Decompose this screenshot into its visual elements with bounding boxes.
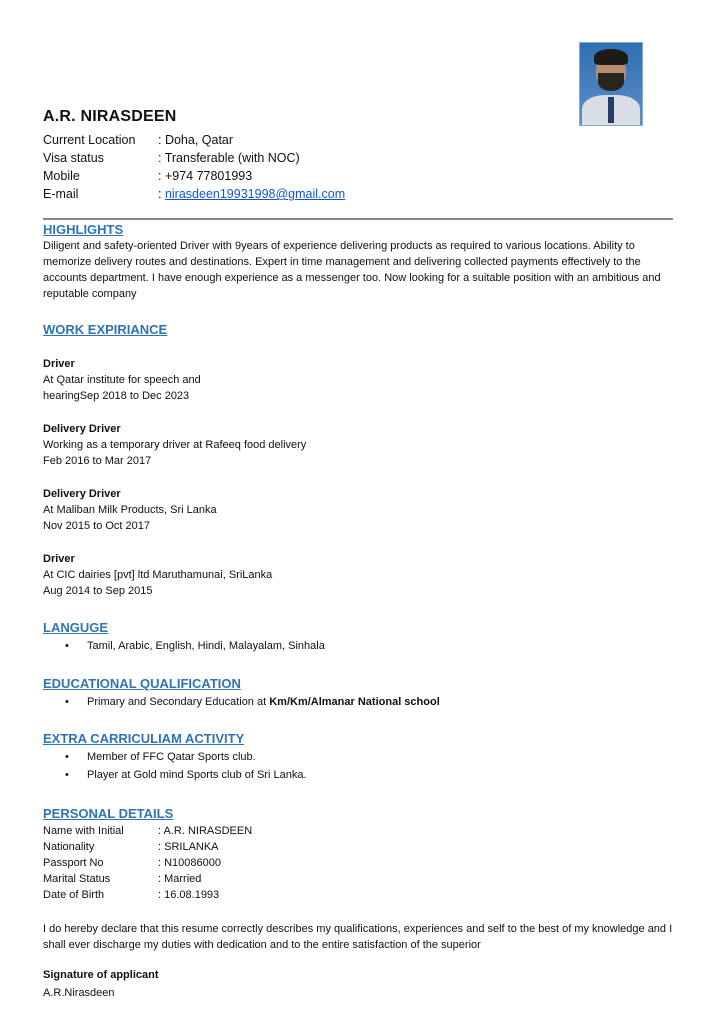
personal-value: : SRILANKA [158,841,219,853]
job-entry [43,551,272,599]
job-role: Driver [43,358,75,370]
personal-label: Passport No [43,857,104,869]
contact-label: E-mail [43,187,79,201]
email-link[interactable]: nirasdeen19931998@gmail.com [164,187,346,201]
contact-value: : Doha, Qatar [158,133,234,147]
contact-value: : +974 77801993 [158,169,253,183]
signature-title: Signature of applicant [43,969,159,981]
education-school: Km/Km/Almanar National school [269,696,440,708]
photo-beard [598,73,624,91]
highlights-heading: HIGHLIGHTS [43,222,124,237]
photo-tie [608,97,614,123]
personal-value: : Married [158,873,202,885]
header-divider [43,218,673,220]
job-detail: Working as a temporary driver at Rafeeq food delivery [43,439,307,451]
contact-row-visa [43,149,345,167]
job-entry [43,356,201,404]
contact-label: Visa status [43,151,104,165]
list-item: • Player at Gold mind Sports club of Sri Lanka. [43,766,307,784]
extra-activity-heading: EXTRA CARRICULIAM ACTIVITY [43,731,245,746]
language-list [43,637,325,655]
personal-details [43,823,252,903]
job-dates: Feb 2016 to Mar 2017 [43,455,152,467]
list-item [43,693,440,711]
personal-row [43,823,252,839]
job-entry [43,421,306,469]
applicant-name: A.R. NIRASDEEN [43,108,177,125]
personal-label: Name with Initial [43,825,124,837]
contact-row-location [43,131,345,149]
personal-row [43,871,252,887]
personal-heading: PERSONAL DETAILS [43,806,174,821]
contact-row-email [43,185,345,203]
education-list [43,693,440,711]
education-text: Primary and Secondary Education at [87,696,270,708]
job-role: Driver [43,553,75,565]
profile-photo [579,42,643,126]
personal-label: Nationality [43,841,95,853]
contact-label: Current Location [43,133,136,147]
list-item: • Tamil, Arabic, English, Hindi, Malayalam, Sinhala [43,637,325,655]
extra-activity-list [43,748,307,784]
contact-details [43,131,345,203]
email-colon: : [158,187,165,201]
signature-name: A.R.Nirasdeen [43,987,115,999]
personal-row [43,839,252,855]
personal-value: : N10086000 [158,857,221,869]
job-entry [43,486,217,534]
personal-label: Date of Birth [43,889,105,901]
declaration-text: I do hereby declare that this resume correctly describes my qualifications, experiences and self to the best of my knowledge and I shall ever discharge my duties with dedication and to the entire satisfaction of the superior [43,923,673,951]
contact-value: : Transferable (with NOC) [158,151,300,165]
education-heading: EDUCATIONAL QUALIFICATION [43,676,241,691]
job-detail: At Qatar institute for speech and [43,374,201,386]
contact-row-mobile [43,167,345,185]
job-dates: Aug 2014 to Sep 2015 [43,585,153,597]
work-heading: WORK EXPIRIANCE [43,322,168,337]
job-detail: At Maliban Milk Products, Sri Lanka [43,504,217,516]
contact-label: Mobile [43,169,80,183]
photo-hair [594,49,628,65]
language-heading: LANGUGE [43,620,108,635]
personal-row [43,887,252,903]
personal-value: : 16.08.1993 [158,889,220,901]
list-item: • Member of FFC Qatar Sports club. [43,748,307,766]
job-dates: Nov 2015 to Oct 2017 [43,520,151,532]
job-role: Delivery Driver [43,423,121,435]
highlights-text: Diligent and safety-oriented Driver with 9years of experience delivering products as required to various locations. Ability to memorize delivery routes and destinations. Expert in time management and delivering collected payments effectively to the accounts department. I have enough experience as a messenger too. Now looking for a suitable position with an ambitious and reputable company [43,240,661,300]
job-role: Delivery Driver [43,488,121,500]
job-detail: At CIC dairies [pvt] ltd Maruthamunai, SriLanka [43,569,273,581]
personal-value: : A.R. NIRASDEEN [158,825,253,837]
personal-row [43,855,252,871]
personal-label: Marital Status [43,873,111,885]
job-dates: hearingSep 2018 to Dec 2023 [43,390,190,402]
